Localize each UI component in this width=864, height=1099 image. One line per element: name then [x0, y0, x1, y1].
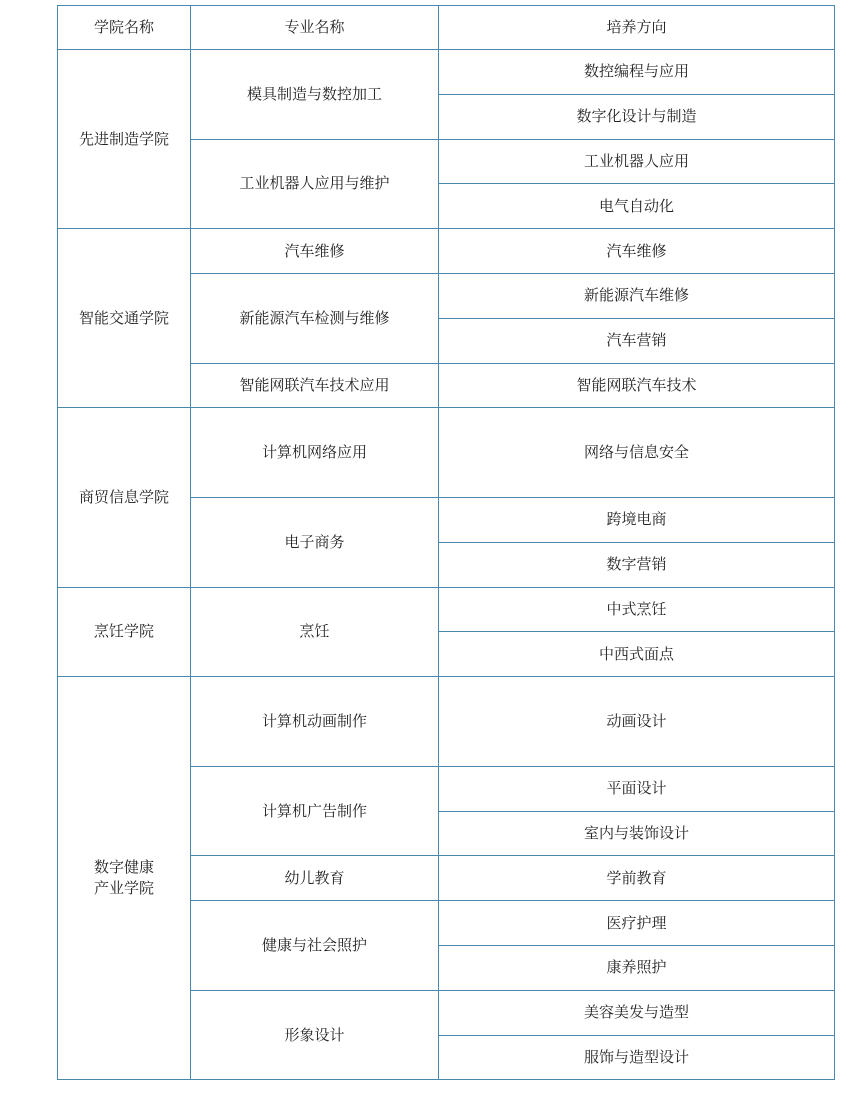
- direction-cell: 学前教育: [439, 856, 835, 901]
- major-cell: 烹饪: [191, 587, 439, 677]
- direction-cell: 服饰与造型设计: [439, 1035, 835, 1080]
- program-table: [57, 5, 835, 1080]
- college-cell: 商贸信息学院: [58, 408, 191, 587]
- program-table-container: [57, 5, 834, 1080]
- direction-cell: 中式烹饪: [439, 587, 835, 632]
- table-row: [58, 50, 835, 95]
- major-cell: 工业机器人应用与维护: [191, 139, 439, 229]
- direction-cell: 跨境电商: [439, 497, 835, 542]
- direction-cell: 数字营销: [439, 542, 835, 587]
- major-cell: 幼儿教育: [191, 856, 439, 901]
- direction-cell: 康养照护: [439, 945, 835, 990]
- table-row: [58, 587, 835, 632]
- table-row: [58, 677, 835, 767]
- direction-cell: 电气自动化: [439, 184, 835, 229]
- direction-cell: 数控编程与应用: [439, 50, 835, 95]
- header-direction: 培养方向: [439, 6, 835, 50]
- major-cell: 电子商务: [191, 497, 439, 587]
- college-cell: 烹饪学院: [58, 587, 191, 677]
- header-college: 学院名称: [58, 6, 191, 50]
- major-cell: 计算机网络应用: [191, 408, 439, 498]
- direction-cell: 汽车维修: [439, 229, 835, 274]
- table-row: [58, 229, 835, 274]
- major-cell: 新能源汽车检测与维修: [191, 273, 439, 363]
- header-row: [58, 6, 835, 50]
- direction-cell: 美容美发与造型: [439, 990, 835, 1035]
- direction-cell: 室内与装饰设计: [439, 811, 835, 856]
- college-name-line-1: 数字健康: [93, 858, 154, 877]
- header-major: 专业名称: [191, 6, 439, 50]
- college-cell: 智能交通学院: [58, 229, 191, 408]
- major-cell: 计算机动画制作: [191, 677, 439, 767]
- direction-cell: 动画设计: [439, 677, 835, 767]
- direction-cell: 工业机器人应用: [439, 139, 835, 184]
- direction-cell: 汽车营销: [439, 318, 835, 363]
- direction-cell: 网络与信息安全: [439, 408, 835, 498]
- direction-cell: 数字化设计与制造: [439, 94, 835, 139]
- college-name-line-2: 产业学院: [93, 879, 154, 898]
- direction-cell: 中西式面点: [439, 632, 835, 677]
- major-cell: 健康与社会照护: [191, 901, 439, 991]
- direction-cell: 平面设计: [439, 766, 835, 811]
- college-cell: 先进制造学院: [58, 50, 191, 229]
- major-cell: 智能网联汽车技术应用: [191, 363, 439, 408]
- direction-cell: 智能网联汽车技术: [439, 363, 835, 408]
- direction-cell: 新能源汽车维修: [439, 273, 835, 318]
- college-cell: [58, 677, 191, 1080]
- direction-cell: 医疗护理: [439, 901, 835, 946]
- major-cell: 汽车维修: [191, 229, 439, 274]
- table-row: [58, 408, 835, 498]
- major-cell: 计算机广告制作: [191, 766, 439, 856]
- major-cell: 模具制造与数控加工: [191, 50, 439, 140]
- major-cell: 形象设计: [191, 990, 439, 1080]
